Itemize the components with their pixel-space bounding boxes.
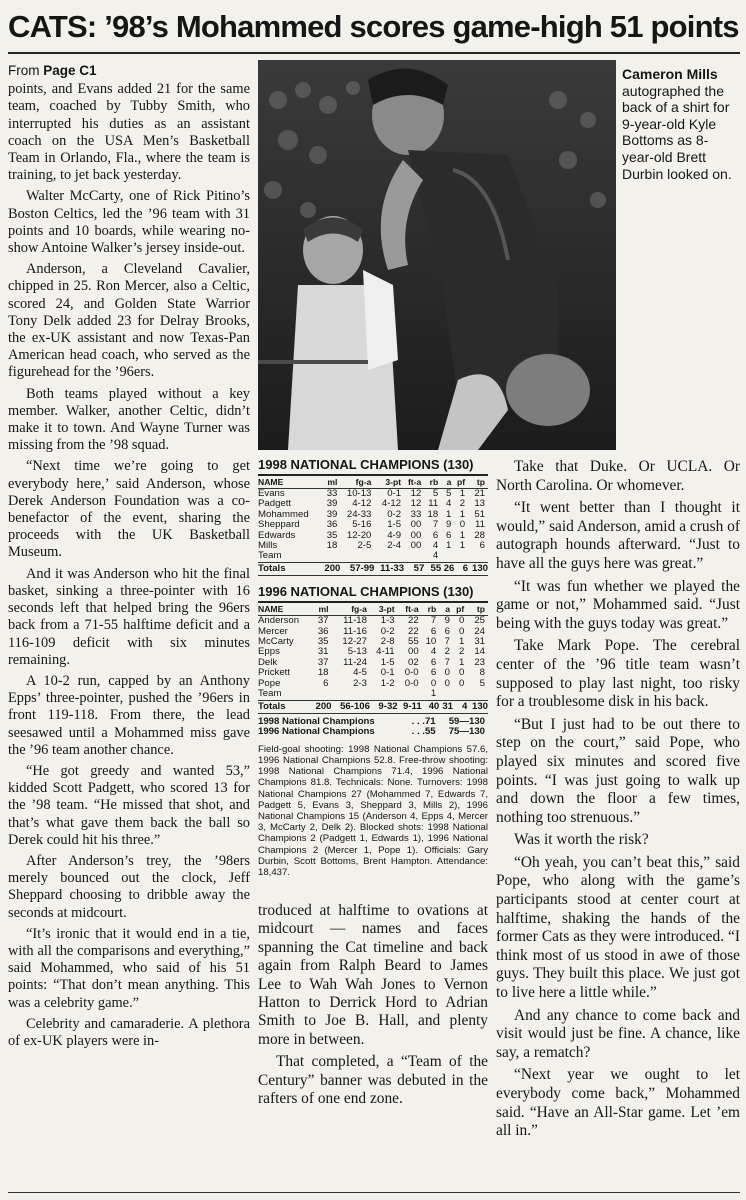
table-row <box>258 658 488 668</box>
score-by-half <box>258 717 488 738</box>
photo-caption <box>622 66 740 182</box>
column-header: 3-pt <box>370 603 398 616</box>
stat-cell: 11-18 <box>343 615 367 627</box>
stat-cell: 22 <box>407 615 419 627</box>
stat-cell: 0-1 <box>380 667 395 679</box>
stat-cell: 2 <box>458 646 465 658</box>
stat-cell <box>441 551 454 562</box>
stat-cell: 0 <box>444 677 450 689</box>
totals-cell: 200 <box>311 700 332 713</box>
stat-cell: 7 <box>444 636 450 648</box>
column-header: ft-a <box>404 476 424 489</box>
totals-cell: 56-106 <box>332 700 370 713</box>
totals-cell: Totals <box>258 700 311 713</box>
stat-cell: 11-16 <box>343 625 367 637</box>
stat-cell: 0 <box>458 667 465 679</box>
column-header: rb <box>424 476 441 489</box>
player-name: Prickett <box>258 667 290 679</box>
stat-cell: 35 <box>317 636 329 648</box>
column-header: NAME <box>258 476 321 489</box>
stat-cell: 2-5 <box>357 540 372 552</box>
stat-cell: 0-2 <box>380 625 395 637</box>
table-row <box>258 647 488 657</box>
stat-cell: 1 <box>446 508 452 520</box>
paragraph: troduced at halftime to ovations at midcourt — names and faces spanning the Cat timeline and back again from Ralph Beard to James Lee to Wah Wah Jones to Vernon Hatton to Derrick Hord to Adrian Smith to Joe B. Hall, and plenty more in between. <box>258 902 488 1048</box>
paragraph: “Oh yeah, you can’t beat this,” said Pope, who along with the game’s participants stood at center court at halftime, shaking the hands of the former Cats as they were introduced. “I think most of us stood in awe of those guys. They built this place. We just got to live here a little while.” <box>496 853 740 1002</box>
stat-cell: 4 <box>430 646 437 658</box>
totals-cell: 11-33 <box>374 562 404 575</box>
stat-cell: 1 <box>458 656 465 668</box>
player-name: Evans <box>258 488 285 499</box>
stat-cell: 1-3 <box>380 615 395 627</box>
score-cell: 59—130 <box>448 715 485 727</box>
totals-cell: 57-99 <box>340 562 374 575</box>
totals-cell: 4 <box>453 700 467 713</box>
stat-cell <box>321 551 341 562</box>
stat-cell: 12 <box>410 498 422 510</box>
player-name: Team <box>258 550 282 562</box>
paragraph: Take that Duke. Or UCLA. Or North Carolina. Or whomever. <box>496 458 740 494</box>
player-name: Mercer <box>258 625 288 637</box>
table-row <box>258 668 488 678</box>
paragraph: Was it worth the risk? <box>514 831 649 849</box>
stat-cell: 0-0 <box>404 677 419 689</box>
stat-cell: 6 <box>444 625 450 637</box>
column-header: pf <box>453 603 467 616</box>
stat-cell: 6 <box>479 540 485 552</box>
stat-cell: 2-8 <box>380 636 395 648</box>
stat-cell: 0-2 <box>387 508 402 520</box>
stat-cell: 1 <box>459 488 466 499</box>
box-score <box>258 455 488 878</box>
stat-cell: 36 <box>326 519 338 531</box>
column-header: rb <box>422 603 440 616</box>
player-name: Mohammed <box>258 508 309 520</box>
paragraph: “But I just had to be out there to step on the court,” said Pope, who played six minutes and scored five points. “I was just going to walk up and down the floor a few times, nothing too strenuous.” <box>496 715 740 826</box>
player-name: Anderson <box>258 615 300 627</box>
totals-cell: 31 <box>439 700 453 713</box>
stat-cell: 0-0 <box>404 667 419 679</box>
stat-cell <box>374 551 404 562</box>
stat-cell: 2 <box>459 498 466 510</box>
stat-cell: 11-24 <box>343 656 367 668</box>
totals-cell: 55 <box>424 562 441 575</box>
paragraph: After Anderson’s trey, the ’98ers merely bounced out the clock, Jeff Sheppard choosing to dribble away the seconds at midcourt. <box>8 852 250 921</box>
column-header: pf <box>454 476 468 489</box>
stat-cell: 5 <box>432 488 439 499</box>
stat-cell: 33 <box>410 508 422 520</box>
column-header: 3-pt <box>374 476 404 489</box>
stat-cell: 4-12 <box>352 498 372 510</box>
bottom-rule <box>8 1192 740 1193</box>
stat-cell: 0-1 <box>387 488 402 499</box>
stat-cell: 18 <box>317 667 329 679</box>
paragraph: points, and Evans added 21 for the same team, coached by Tubby Smith, who interrupted his duties as an assistant coach on the USA Men’s Basketball Team in Orlando, Fla., where the team is training, to jet back yesterday. <box>8 81 250 184</box>
table-row <box>258 489 488 500</box>
box-table-1998 <box>258 476 488 576</box>
player-name: Epps <box>258 646 280 658</box>
jump-page: Page C1 <box>43 63 97 78</box>
stat-cell: 13 <box>474 498 485 510</box>
paragraph: Both teams played without a key member. Walker, another Celtic, didn’t make it to town. And Wayne Turner was missing from the ’98 squad. <box>8 385 250 454</box>
stat-cell: 0 <box>458 677 465 689</box>
table-row <box>258 679 488 689</box>
totals-cell: 57 <box>404 562 424 575</box>
stat-cell: 0 <box>458 615 465 627</box>
stat-cell: 1-2 <box>380 677 395 689</box>
stat-cell: 9 <box>446 519 452 531</box>
news-photo <box>258 60 616 450</box>
stat-cell: 18 <box>427 508 439 520</box>
player-name: Mills <box>258 540 278 552</box>
jump-line <box>8 62 250 79</box>
stat-cell: 1 <box>459 529 466 541</box>
stat-cell: 37 <box>317 615 329 627</box>
stat-cell: 8 <box>479 667 485 679</box>
stat-cell: 5 <box>479 677 485 689</box>
stat-cell: 7 <box>444 656 450 668</box>
stat-cell: 28 <box>474 529 485 541</box>
column-header: NAME <box>258 603 311 616</box>
stat-cell: 4-12 <box>381 498 402 510</box>
table-row <box>258 616 488 627</box>
stat-cell <box>340 551 374 562</box>
paragraph: Anderson, a Cleveland Cavalier, chipped in 25. Ron Mercer, also a Celtic, scored 24, and Golden State Warrior Tony Delk added 23 for Delray Brooks, the ex-UK assistant and now Texas-Pan American head coach, who served as the figurehead for the ’96ers. <box>8 261 250 381</box>
player-name: Padgett <box>258 498 292 510</box>
totals-cell: Totals <box>258 562 321 575</box>
stat-cell: 23 <box>474 656 485 668</box>
paragraph: A 10-2 run, capped by an Anthony Epps’ three-pointer, pushed the ’96ers in front 119-118. From there, the lead seesawed until a Mohammed miss gave the ’96 team another chance. <box>8 672 250 758</box>
box-title-1998: 1998 NATIONAL CHAMPIONS (130) <box>258 455 488 476</box>
column-header: fg-a <box>340 476 374 489</box>
column-header: ft-a <box>398 603 422 616</box>
stat-cell <box>370 689 398 700</box>
box-table-1996 <box>258 603 488 714</box>
stat-cell: 1 <box>459 540 466 552</box>
stat-cell <box>439 689 453 700</box>
player-name: Edwards <box>258 529 296 541</box>
stat-cell <box>453 689 467 700</box>
player-name: Pope <box>258 677 281 689</box>
stat-cell: 25 <box>474 615 485 627</box>
stat-cell: 5-13 <box>347 646 367 658</box>
caption-text: autographed the back of a shirt for 9-year-old Kyle Bottoms as 8-year-old Brett Durbin looked on. <box>622 82 732 182</box>
stat-cell: 6 <box>430 667 437 679</box>
paragraph: That completed, a “Team of the Century” banner was debuted in the rafters of one end zone. <box>258 1053 488 1108</box>
box-title-1996: 1996 NATIONAL CHAMPIONS (130) <box>258 582 488 603</box>
stat-cell: 10 <box>425 636 437 648</box>
column-header: tp <box>468 476 488 489</box>
stat-cell: 1-5 <box>387 519 402 531</box>
totals-row <box>258 700 488 713</box>
stat-cell: 22 <box>407 625 419 637</box>
score-row <box>258 727 488 737</box>
totals-cell: 130 <box>467 700 488 713</box>
score-cell: 1996 National Champions <box>258 726 375 738</box>
column-header: ml <box>311 603 332 616</box>
stat-cell: 5-16 <box>352 519 372 531</box>
stat-cell: 11 <box>428 498 439 510</box>
stat-cell: 00 <box>410 529 422 541</box>
column-header: ml <box>321 476 341 489</box>
stat-cell: 0 <box>459 519 466 531</box>
stat-cell: 39 <box>326 508 338 520</box>
stat-cell: 24-33 <box>346 508 372 520</box>
stat-cell: 4 <box>446 498 452 510</box>
totals-cell: 26 <box>441 562 454 575</box>
stat-cell: 6 <box>432 529 439 541</box>
stat-cell: 00 <box>407 646 419 658</box>
totals-cell: 130 <box>468 562 488 575</box>
photo-illustration <box>258 60 616 450</box>
story-column-3 <box>496 458 740 1190</box>
column-header: a <box>441 476 454 489</box>
paragraph: “Next time we’re going to get everybody here,’ said Anderson, whose Derek Anderson Foundation was a co-benefactor of the event, sharing the proceeds with the UK Basketball Museum. <box>8 458 250 561</box>
stat-cell: 4-5 <box>353 667 367 679</box>
stat-cell: 31 <box>474 636 485 648</box>
player-name: Sheppard <box>258 519 300 531</box>
stat-cell: 55 <box>407 636 419 648</box>
paragraph: Celebrity and camaraderie. A plethora of ex-UK players were in- <box>8 1015 250 1049</box>
stat-cell <box>454 551 468 562</box>
stat-cell: 2 <box>444 646 450 658</box>
table-row <box>258 551 488 562</box>
stat-cell: 24 <box>474 625 485 637</box>
stat-cell: 7 <box>430 615 437 627</box>
stat-cell: 2-3 <box>353 677 367 689</box>
stat-cell: 33 <box>326 488 338 499</box>
stat-cell: 14 <box>474 646 485 658</box>
score-cell: 1998 National Champions <box>258 715 375 727</box>
stat-cell <box>468 551 488 562</box>
totals-cell: 6 <box>454 562 468 575</box>
stat-cell: 2-4 <box>387 540 402 552</box>
score-cell: . . .71 <box>411 715 436 727</box>
stat-cell: 12-20 <box>346 529 372 541</box>
stat-cell: 5 <box>446 488 452 499</box>
stat-cell: 1 <box>459 508 466 520</box>
column-header: tp <box>467 603 488 616</box>
paragraph: Walter McCarty, one of Rick Pitino’s Boston Celtics, led the ’96 team with 31 points and 10 boards, while wearing no-show Antoine Walker’s jersey inside-out. <box>8 188 250 257</box>
stat-cell: 39 <box>326 498 338 510</box>
stat-cell <box>332 689 370 700</box>
table-row <box>258 531 488 541</box>
stat-cell: 1 <box>446 540 452 552</box>
stat-cell: 18 <box>326 540 338 552</box>
stat-cell: 37 <box>317 656 329 668</box>
stat-cell: 6 <box>446 529 452 541</box>
stat-cell: 4 <box>432 540 439 552</box>
stat-cell: 1 <box>430 688 437 700</box>
stat-cell: 12-27 <box>342 636 367 648</box>
stat-cell: 00 <box>410 519 422 531</box>
column-header: a <box>439 603 453 616</box>
totals-cell: 9-32 <box>370 700 398 713</box>
stat-cell: 12 <box>410 488 422 499</box>
score-cell: . . .55 <box>411 726 436 738</box>
story-column-1 <box>8 62 250 1190</box>
stat-cell: 21 <box>474 488 485 499</box>
stat-cell: 0 <box>430 677 437 689</box>
stat-cell: 02 <box>407 656 419 668</box>
stat-cell: 6 <box>430 656 437 668</box>
stat-cell: 1 <box>458 636 465 648</box>
stat-cell: 0 <box>444 667 450 679</box>
paragraph: “Next year we ought to let everybody come back,” Mohammed said. “Have an All-Star game. Let ’em all in.” <box>496 1066 740 1140</box>
table-row <box>258 689 488 700</box>
stat-cell: 4 <box>432 550 439 562</box>
paragraph: “He got greedy and wanted 53,” kidded Scott Padgett, who scored 13 for the ’98 team. “He missed that shot, and that’s what gave them back the ball so Derek could hit his three.” <box>8 762 250 848</box>
table-row <box>258 541 488 551</box>
player-name: Team <box>258 688 282 700</box>
totals-cell: 40 <box>422 700 440 713</box>
stat-cell: 6 <box>323 677 329 689</box>
stat-cell <box>404 551 424 562</box>
stat-cell: 31 <box>317 646 329 658</box>
stat-cell <box>311 689 332 700</box>
paragraph: “It was fun whether we played the game or not,” Mohammed said. “Just being with the guys today was great.” <box>496 577 740 632</box>
paragraph: “It went better than I thought it would,” said Anderson, amid a crush of autograph hounds afterward. “Just to have all the guys here was great.” <box>496 499 740 572</box>
paragraph: And any chance to come back and visit would just be fine. A chance, like say, a rematch? <box>496 1006 740 1061</box>
stat-cell: 4-9 <box>387 529 402 541</box>
totals-row <box>258 562 488 575</box>
paragraph: And it was Anderson who hit the final basket, sinking a three-pointer with 16 seconds left that helped bring the 96ers back from a 71-55 halftime deficit and a 116-109 deficit with six minutes remaining. <box>8 565 250 668</box>
stat-cell <box>467 689 488 700</box>
stat-cell: 7 <box>432 519 439 531</box>
stat-cell: 35 <box>326 529 338 541</box>
stat-cell: 11 <box>475 519 485 531</box>
totals-cell: 9-11 <box>398 700 422 713</box>
stat-cell: 1-5 <box>380 656 395 668</box>
caption-name: Cameron Mills <box>622 66 718 82</box>
score-cell: 75—130 <box>448 726 485 738</box>
stat-cell: 9 <box>444 615 450 627</box>
paragraph: Take Mark Pope. The cerebral center of the ’96 title team wasn’t supposed to play last night, too risky for a troublesome disk in his back. <box>496 637 740 711</box>
totals-cell: 200 <box>321 562 341 575</box>
stat-cell: 10-13 <box>346 488 372 499</box>
game-notes: Field-goal shooting: 1998 National Champions 57.6, 1996 National Champions 52.8. Free-throw shooting: 1998 National Champions 71.4, 1996 National Champions 81.8. Technicals: None. Turnovers: 1998 National Champions 27 (Mohammed 7, Edwards 7, Padgett 5, Evans 3, Sheppard 3, Mills 2), 1996 National Champions 15 (Anderson 4, Epps 4, Mercer 3, McCarty 2, Delk 2). Blocked shots: 1998 National Champions 2 (Padgett 1, Edwards 1), 1996 National Champions 2 (Mercer 1, Pope 1). Officials: Gary Durbin, Scott Bottoms, Brent Hampton. Attendance: 18,437. <box>258 743 488 878</box>
paragraph: “It’s ironic that it would end in a tie, with all the comparisons and everything,” said Mohammed, who said of his 51 points: “That don’t mean anything. This was a celebrity game.” <box>8 925 250 1011</box>
player-name: Delk <box>258 656 278 668</box>
stat-cell: 36 <box>317 625 329 637</box>
stat-cell: 6 <box>430 625 437 637</box>
stat-cell: 0 <box>458 625 465 637</box>
headline: CATS: ’98’s Mohammed scores game-high 51 points <box>8 9 739 44</box>
story-column-2 <box>258 902 488 1192</box>
stat-cell <box>398 689 422 700</box>
stat-cell: 00 <box>410 540 422 552</box>
table-row <box>258 637 488 647</box>
player-name: McCarty <box>258 636 294 648</box>
stat-cell: 51 <box>474 508 485 520</box>
column-header: fg-a <box>332 603 370 616</box>
jump-prefix: From <box>8 63 40 78</box>
headline-rule <box>8 52 740 54</box>
stat-cell: 4-11 <box>376 646 395 658</box>
